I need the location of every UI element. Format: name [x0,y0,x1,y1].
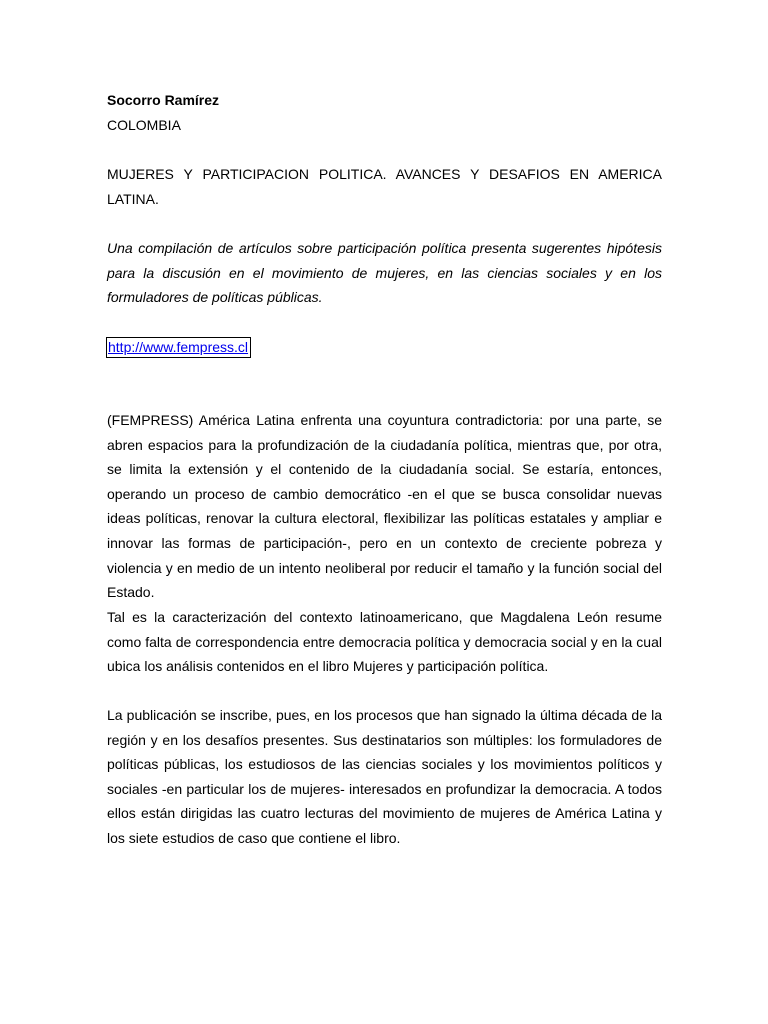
author-name: Socorro Ramírez [107,92,220,108]
article-subtitle: Una compilación de artículos sobre participación política presenta sugerentes hipótesis para la discusión en el movimiento de mujeres, en las ciencias sociales y en los formuladores de políticas públicas. [107,240,662,306]
body-paragraph: Tal es la caracterización del contexto latinoamericano, que Magdalena León resume como falta de correspondencia entre democracia política y democracia social y en la cual ubica los análisis contenidos en el libro Mujeres y participación política. [107,609,662,675]
author-country: COLOMBIA [107,117,181,133]
source-link-box [106,337,251,358]
article-title: MUJERES Y PARTICIPACION POLITICA. AVANCES Y DESAFIOS EN AMERICA LATINA. [107,166,662,207]
body-paragraph: (FEMPRESS) América Latina enfrenta una coyuntura contradictoria: por una parte, se abren espacios para la profundización de la ciudadanía política, mientras que, por otra, se limita la extensión y el contenido de la ciudadanía social. Se estaría, entonces, operando un proceso de cambio democrático -en el que se busca consolidar nuevas ideas políticas, renovar la cultura electoral, flexibilizar las políticas estatales y ampliar e innovar las formas de participación-, pero en un contexto de creciente pobreza y violencia y en medio de un intento neoliberal por reducir el tamaño y la función social del Estado. [107,412,662,601]
source-link[interactable]: http://www.fempress.cl [108,339,249,355]
body-paragraph: La publicación se inscribe, pues, en los procesos que han signado la última década de la región y en los desafíos presentes. Sus destinatarios son múltiples: los formuladores de políticas públicas, los estudiosos de las ciencias sociales y los movimientos políticos y sociales -en particular los de mujeres- interesados en profundizar la democracia. A todos ellos están dirigidas las cuatro lecturas del movimiento de mujeres de América Latina y los siete estudios de caso que contiene el libro. [107,707,662,846]
